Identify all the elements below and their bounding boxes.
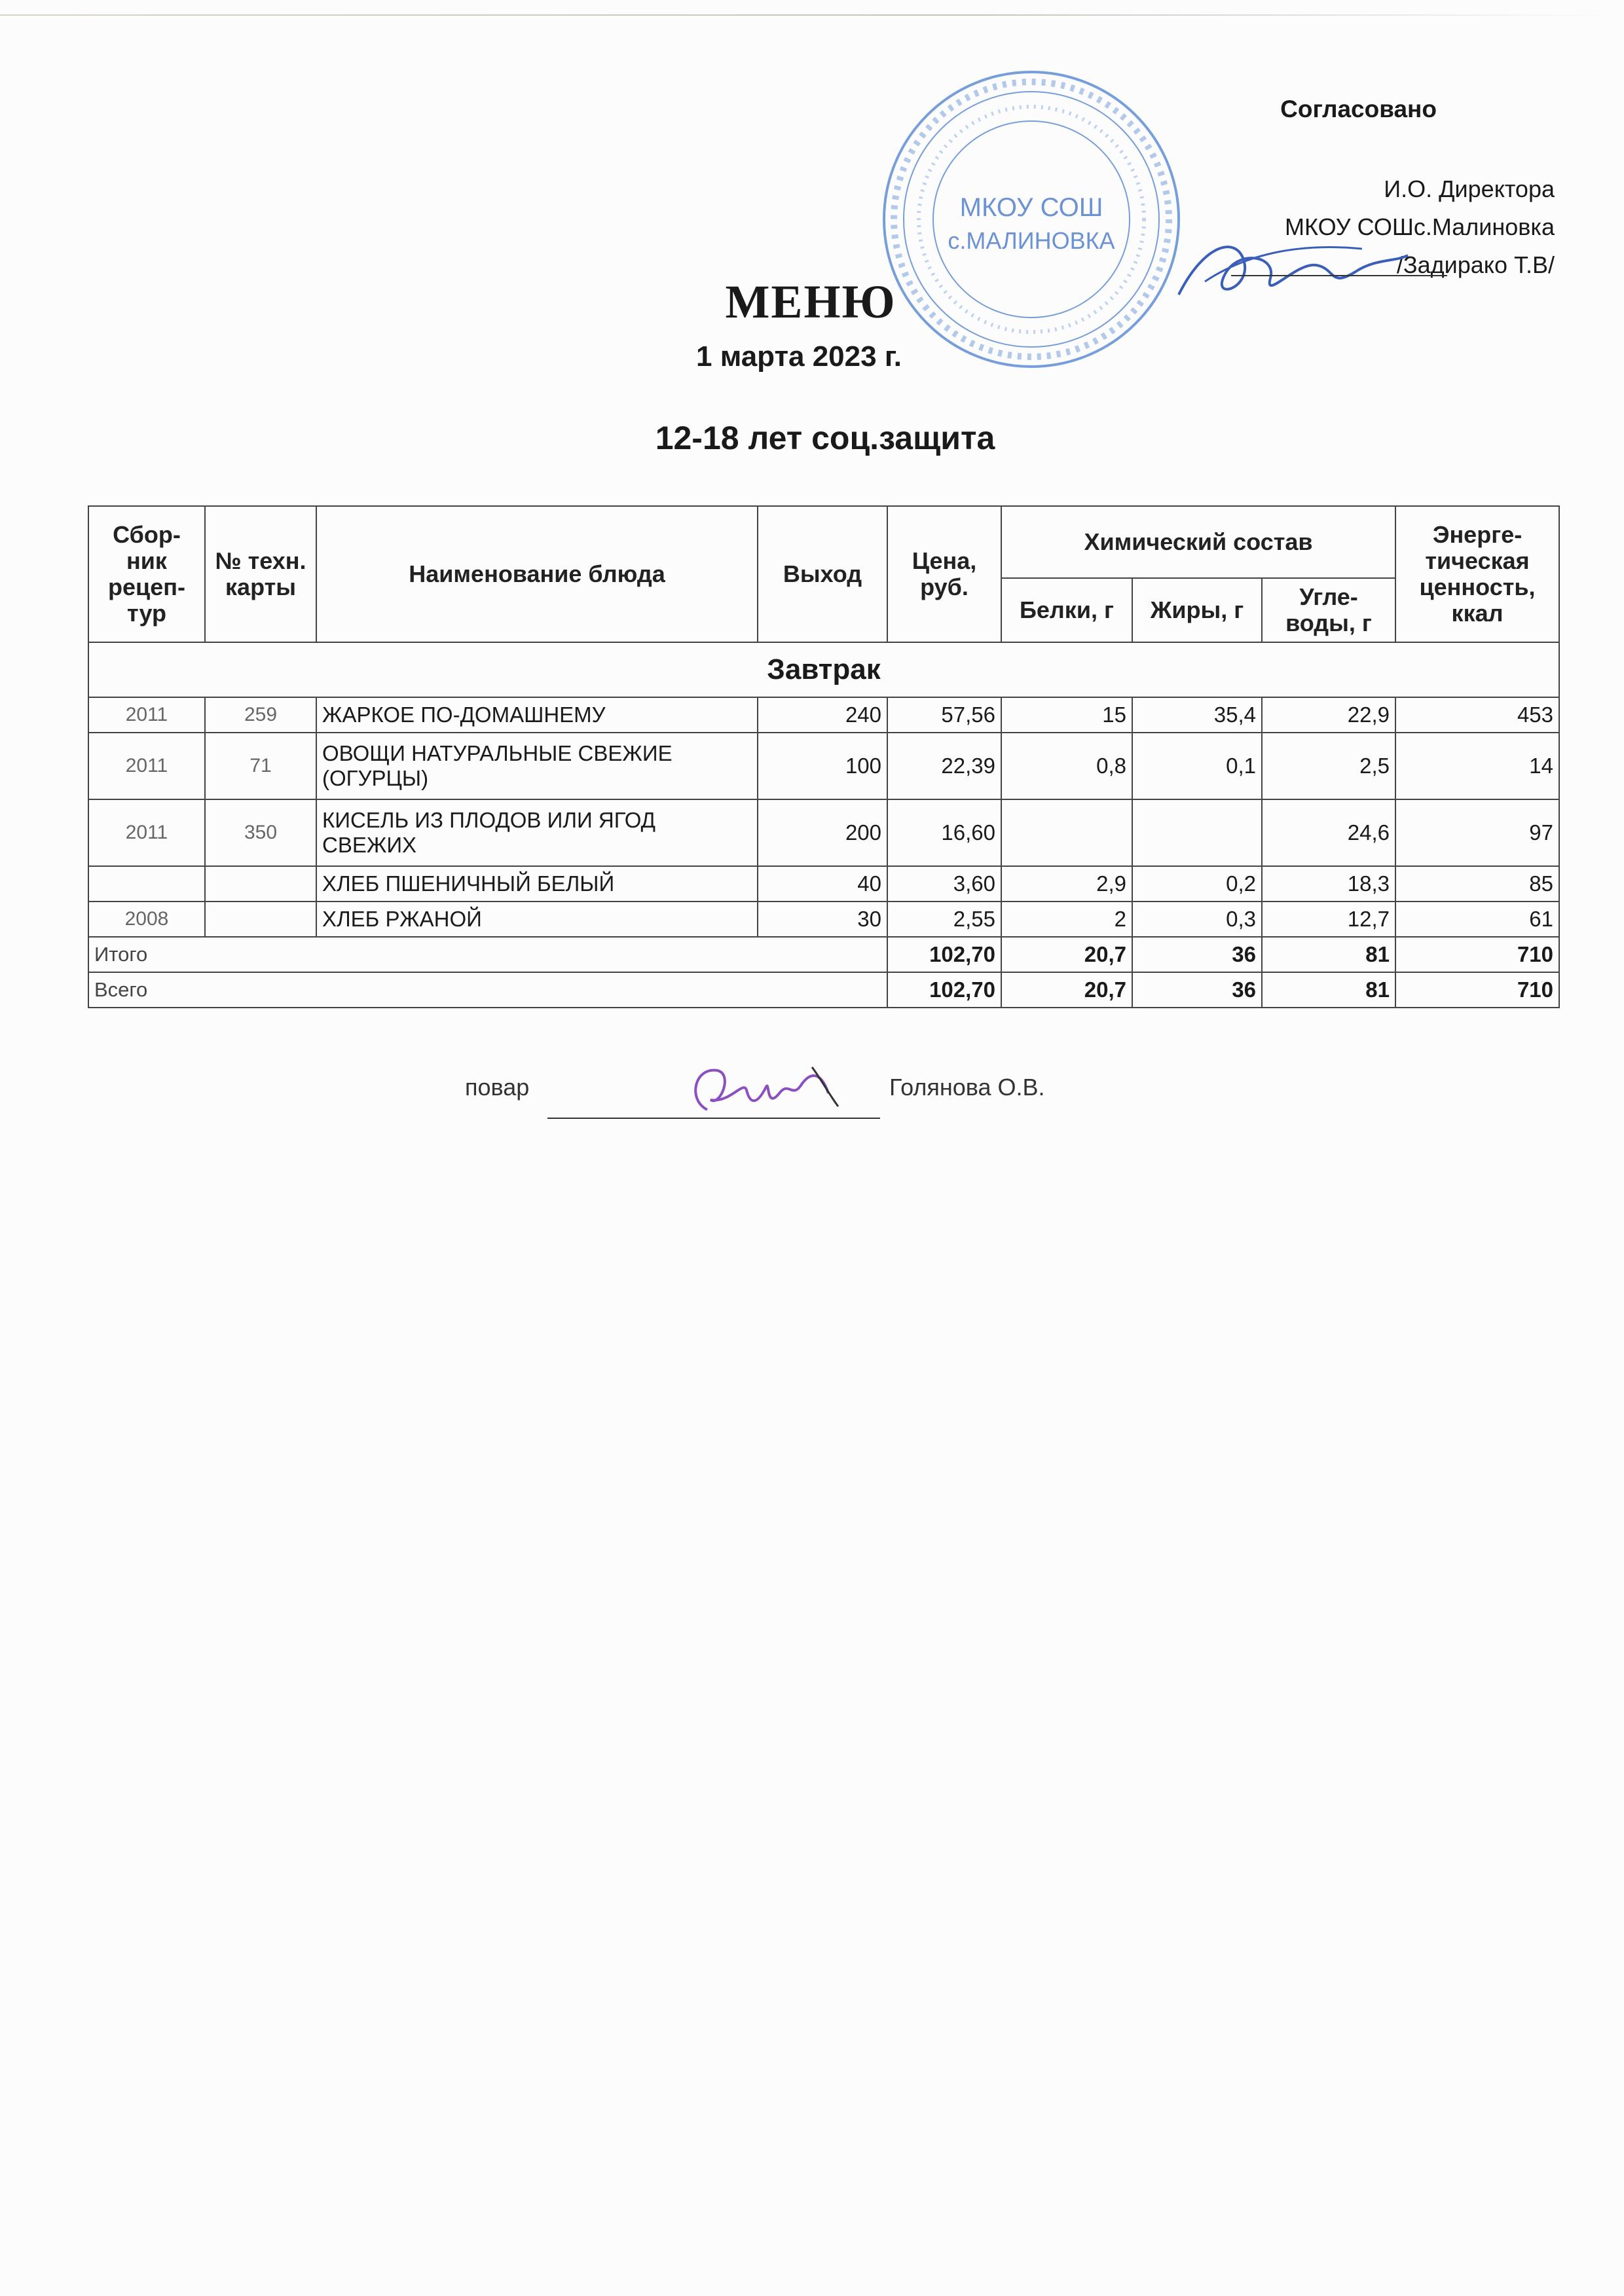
cell-dish: КИСЕЛЬ ИЗ ПЛОДОВ ИЛИ ЯГОД СВЕЖИХ [316,799,758,866]
subtotal-carbs: 81 [1262,937,1395,972]
cell-price: 57,56 [887,697,1001,733]
cell-carbs: 18,3 [1262,866,1395,902]
cell-carbs: 12,7 [1262,902,1395,937]
cell-collection: 2011 [88,799,205,866]
approval-heading: Согласовано [1280,96,1437,122]
subtotal-energy: 710 [1395,937,1559,972]
subtotal-fat: 36 [1132,937,1262,972]
cell-yield: 40 [758,866,887,902]
cell-carbs: 24,6 [1262,799,1395,866]
cell-energy: 97 [1395,799,1559,866]
cell-collection [88,866,205,902]
cell-price: 16,60 [887,799,1001,866]
total-protein: 20,7 [1001,972,1132,1008]
stamp-center-line1: МКОУ СОШ [959,193,1103,222]
table-row [88,733,1559,799]
cell-collection: 2011 [88,697,205,733]
subtotal-price: 102,70 [887,937,1001,972]
cell-collection: 2008 [88,902,205,937]
menu-date: 1 марта 2023 г. [696,340,902,373]
col-energy: Энерге-тическая ценность, ккал [1395,506,1559,642]
total-fat: 36 [1132,972,1262,1008]
cell-tech-card [205,866,316,902]
cell-carbs: 2,5 [1262,733,1395,799]
col-chem: Химический состав [1001,506,1395,578]
col-price: Цена, руб. [887,506,1001,642]
scan-edge [0,14,1624,16]
cell-fat: 0,2 [1132,866,1262,902]
col-dish: Наименование блюда [316,506,758,642]
cell-tech-card: 259 [205,697,316,733]
total-carbs: 81 [1262,972,1395,1008]
cell-protein: 2 [1001,902,1132,937]
cell-energy: 85 [1395,866,1559,902]
col-yield: Выход [758,506,887,642]
section-title: Завтрак [88,642,1559,697]
col-fat: Жиры, г [1132,578,1262,642]
section-row [88,642,1559,697]
approval-organization: МКОУ СОШс.Малиновка [1285,213,1555,240]
cell-protein [1001,799,1132,866]
cell-price: 2,55 [887,902,1001,937]
document-title: МЕНЮ [725,276,896,328]
cell-dish: ОВОЩИ НАТУРАЛЬНЫЕ СВЕЖИЕ (ОГУРЦЫ) [316,733,758,799]
subtotal-label: Итого [88,937,887,972]
cook-label: повар [465,1074,530,1101]
cell-tech-card: 350 [205,799,316,866]
menu-table [88,505,1560,1008]
approval-signatory: /Задирако Т.В/ [1396,251,1555,278]
cell-protein: 0,8 [1001,733,1132,799]
cell-yield: 240 [758,697,887,733]
cell-carbs: 22,9 [1262,697,1395,733]
subtotal-protein: 20,7 [1001,937,1132,972]
cell-fat: 0,1 [1132,733,1262,799]
total-label: Всего [88,972,887,1008]
cell-protein: 2,9 [1001,866,1132,902]
cell-fat: 35,4 [1132,697,1262,733]
table-row [88,799,1559,866]
cell-protein: 15 [1001,697,1132,733]
table-row [88,902,1559,937]
subtotal-row [88,937,1559,972]
cell-price: 3,60 [887,866,1001,902]
stamp-center-line2: с.МАЛИНОВКА [948,227,1115,254]
cook-name: Голянова О.В. [889,1074,1045,1101]
cell-yield: 200 [758,799,887,866]
cell-tech-card: 71 [205,733,316,799]
total-row [88,972,1559,1008]
age-group: 12-18 лет соц.защита [655,420,995,456]
cell-energy: 61 [1395,902,1559,937]
total-energy: 710 [1395,972,1559,1008]
total-price: 102,70 [887,972,1001,1008]
cell-yield: 100 [758,733,887,799]
cell-energy: 14 [1395,733,1559,799]
col-protein: Белки, г [1001,578,1132,642]
cell-yield: 30 [758,902,887,937]
cell-dish: ХЛЕБ РЖАНОЙ [316,902,758,937]
col-carbs: Угле-воды, г [1262,578,1395,642]
cell-tech-card [205,902,316,937]
col-tech-card: № техн. карты [205,506,316,642]
cell-energy: 453 [1395,697,1559,733]
cell-fat: 0,3 [1132,902,1262,937]
table-header-row [88,506,1559,578]
cell-dish: ХЛЕБ ПШЕНИЧНЫЙ БЕЛЫЙ [316,866,758,902]
cell-price: 22,39 [887,733,1001,799]
cell-dish: ЖАРКОЕ ПО-ДОМАШНЕМУ [316,697,758,733]
col-collection: Сбор-ник рецеп-тур [88,506,205,642]
cell-collection: 2011 [88,733,205,799]
cook-signature [681,1054,851,1120]
table-row [88,697,1559,733]
table-row [88,866,1559,902]
approval-position: И.О. Директора [1384,175,1555,202]
cell-fat [1132,799,1262,866]
